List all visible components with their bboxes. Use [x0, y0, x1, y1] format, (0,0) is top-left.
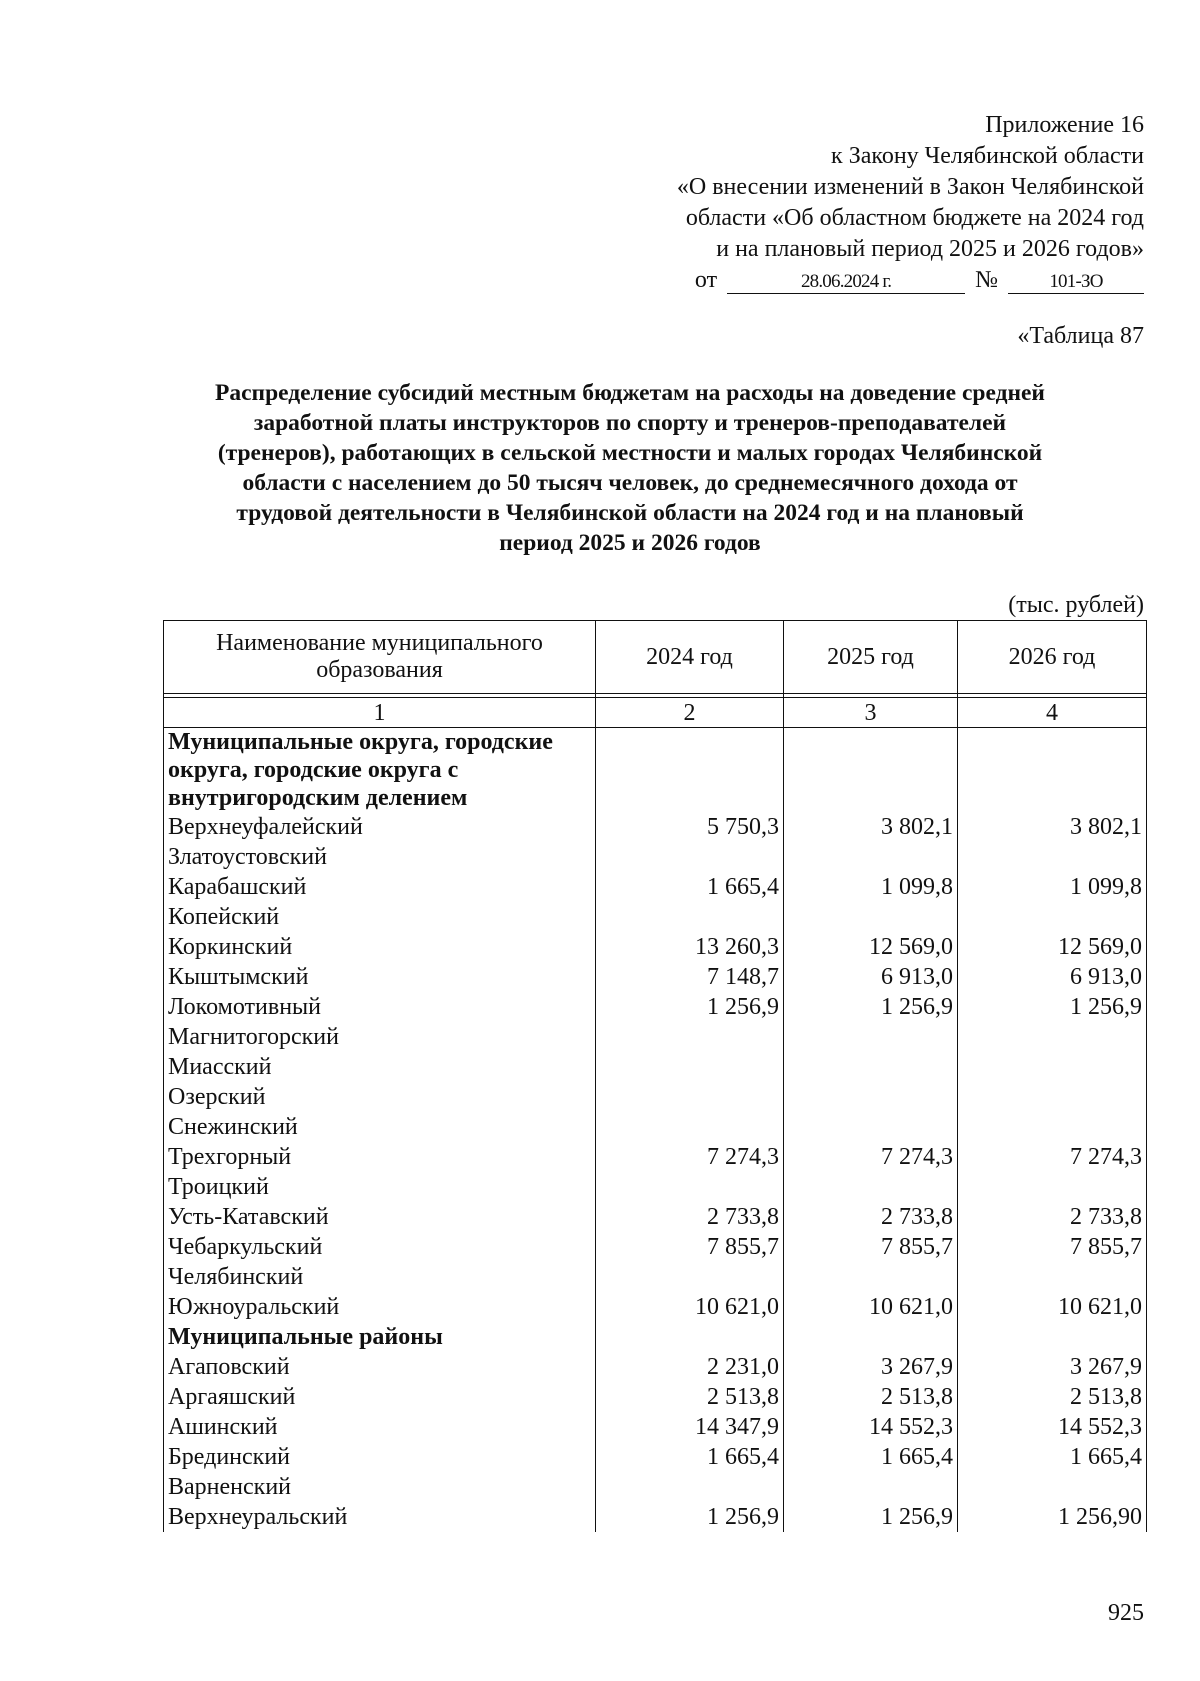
units-label: (тыс. рублей) [1008, 592, 1144, 618]
title-line: Распределение субсидий местным бюджетам на расходы на доведение средней [215, 380, 1045, 406]
column-number: 4 [958, 698, 1147, 728]
table-row [164, 1442, 1147, 1472]
value-2026: 7 274,3 [958, 1142, 1147, 1172]
value-2025: 1 256,9 [784, 992, 958, 1022]
value-2024: 2 513,8 [596, 1382, 784, 1412]
value-2024: 13 260,3 [596, 932, 784, 962]
municipality-name: Кыштымский [164, 962, 596, 992]
value-2024 [596, 1472, 784, 1502]
value-2024: 7 855,7 [596, 1232, 784, 1262]
table-row [164, 1202, 1147, 1232]
municipality-name: Верхнеуральский [164, 1502, 596, 1532]
value-2025 [784, 1112, 958, 1142]
value-2026 [958, 842, 1147, 872]
value-2024: 1 665,4 [596, 1442, 784, 1472]
value-2025: 3 267,9 [784, 1352, 958, 1382]
value-2025 [784, 1172, 958, 1202]
table-row [164, 1142, 1147, 1172]
column-numbers-row [164, 698, 1147, 728]
table-row [164, 902, 1147, 932]
value-2026: 1 256,90 [958, 1502, 1147, 1532]
value-2024: 10 621,0 [596, 1292, 784, 1322]
header-municipality: Наименование муниципального образования [164, 621, 596, 694]
value-2025: 1 256,9 [784, 1502, 958, 1532]
value-2026: 3 802,1 [958, 812, 1147, 842]
value-2024: 2 231,0 [596, 1352, 784, 1382]
date-prefix: от [694, 267, 718, 293]
title-line: заработной платы инструкторов по спорту и тренеров-преподавателей [253, 410, 1007, 436]
appendix-line: Приложение 16 [985, 112, 1144, 138]
value-2025: 14 552,3 [784, 1412, 958, 1442]
value-2026: 10 621,0 [958, 1292, 1147, 1322]
value-2026: 7 855,7 [958, 1232, 1147, 1262]
table-body [164, 728, 1147, 1533]
municipality-name: Озерский [164, 1082, 596, 1112]
municipality-name: Аргаяшский [164, 1382, 596, 1412]
table-row [164, 962, 1147, 992]
appendix-line: «О внесении изменений в Закон Челябинской [676, 174, 1144, 200]
value-2024: 1 665,4 [596, 872, 784, 902]
table-row [164, 1082, 1147, 1112]
municipality-name: Копейский [164, 902, 596, 932]
table-row [164, 1052, 1147, 1082]
value-2025: 7 274,3 [784, 1142, 958, 1172]
municipality-name: Магнитогорский [164, 1022, 596, 1052]
value-2024 [596, 842, 784, 872]
value-2025 [784, 728, 958, 813]
appendix-line: к Закону Челябинской области [831, 143, 1144, 169]
municipality-name: Златоустовский [164, 842, 596, 872]
municipality-name: Локомотивный [164, 992, 596, 1022]
column-number: 3 [784, 698, 958, 728]
municipality-name: Варненский [164, 1472, 596, 1502]
municipality-name: Агаповский [164, 1352, 596, 1382]
value-2026: 1 099,8 [958, 872, 1147, 902]
value-2024 [596, 1022, 784, 1052]
law-date: 28.06.2024 г. [727, 271, 965, 294]
municipality-name: Ашинский [164, 1412, 596, 1442]
value-2025: 1 665,4 [784, 1442, 958, 1472]
value-2025 [784, 902, 958, 932]
value-2025: 12 569,0 [784, 932, 958, 962]
value-2026: 2 733,8 [958, 1202, 1147, 1232]
value-2024 [596, 1082, 784, 1112]
municipality-name: Миасский [164, 1052, 596, 1082]
table-row [164, 1292, 1147, 1322]
municipality-name: Брединский [164, 1442, 596, 1472]
value-2025 [784, 1052, 958, 1082]
law-number: 101-ЗО [1008, 271, 1144, 294]
value-2024 [596, 728, 784, 813]
municipality-name: Карабашский [164, 872, 596, 902]
title-line: области с населением до 50 тысяч человек, до среднемесячного дохода от [242, 470, 1018, 496]
table-row [164, 1172, 1147, 1202]
value-2026: 12 569,0 [958, 932, 1147, 962]
value-2025: 1 099,8 [784, 872, 958, 902]
table-row [164, 1232, 1147, 1262]
document-title [150, 378, 1110, 558]
title-line: трудовой деятельности в Челябинской области на 2024 год и на плановый [236, 500, 1024, 526]
value-2024 [596, 1112, 784, 1142]
municipality-name: Челябинский [164, 1262, 596, 1292]
municipality-name: Муниципальные округа, городские округа, городские округа с внутригородским делением [164, 728, 596, 813]
table-group-row [164, 728, 1147, 813]
value-2024: 5 750,3 [596, 812, 784, 842]
value-2025 [784, 1262, 958, 1292]
table-row [164, 812, 1147, 842]
header-2024: 2024 год [596, 621, 784, 694]
value-2026 [958, 1322, 1147, 1352]
municipality-name: Верхнеуфалейский [164, 812, 596, 842]
value-2026: 14 552,3 [958, 1412, 1147, 1442]
column-number: 1 [164, 698, 596, 728]
value-2025: 7 855,7 [784, 1232, 958, 1262]
municipality-name: Троицкий [164, 1172, 596, 1202]
value-2025 [784, 1472, 958, 1502]
value-2024: 7 148,7 [596, 962, 784, 992]
value-2025: 6 913,0 [784, 962, 958, 992]
value-2025 [784, 1022, 958, 1052]
value-2026: 3 267,9 [958, 1352, 1147, 1382]
value-2025: 3 802,1 [784, 812, 958, 842]
subsidy-table [163, 620, 1147, 1532]
value-2025 [784, 842, 958, 872]
value-2025 [784, 1322, 958, 1352]
value-2026: 6 913,0 [958, 962, 1147, 992]
law-date-line [524, 265, 1144, 296]
value-2026 [958, 1112, 1147, 1142]
value-2026 [958, 1472, 1147, 1502]
value-2026: 1 256,9 [958, 992, 1147, 1022]
table-row [164, 1022, 1147, 1052]
value-2024 [596, 1052, 784, 1082]
table-row [164, 992, 1147, 1022]
value-2026: 1 665,4 [958, 1442, 1147, 1472]
header-2026: 2026 год [958, 621, 1147, 694]
table-row [164, 1262, 1147, 1292]
table-row [164, 1112, 1147, 1142]
value-2026: 2 513,8 [958, 1382, 1147, 1412]
table-row [164, 872, 1147, 902]
number-prefix: № [975, 267, 998, 293]
value-2026 [958, 902, 1147, 932]
value-2026 [958, 1022, 1147, 1052]
table-row [164, 1472, 1147, 1502]
table-row [164, 932, 1147, 962]
value-2026 [958, 1262, 1147, 1292]
header-2025: 2025 год [784, 621, 958, 694]
municipality-name: Коркинский [164, 932, 596, 962]
value-2024: 14 347,9 [596, 1412, 784, 1442]
municipality-name: Муниципальные районы [164, 1322, 596, 1352]
value-2024: 2 733,8 [596, 1202, 784, 1232]
municipality-name: Трехгорный [164, 1142, 596, 1172]
value-2024 [596, 1322, 784, 1352]
value-2026 [958, 1082, 1147, 1112]
appendix-line: и на плановый период 2025 и 2026 годов» [716, 236, 1144, 262]
table-row [164, 1412, 1147, 1442]
table-header-row [164, 621, 1147, 694]
value-2024 [596, 1262, 784, 1292]
title-line: (тренеров), работающих в сельской местности и малых городах Челябинской [217, 440, 1043, 466]
value-2025: 2 513,8 [784, 1382, 958, 1412]
appendix-line: области «Об областном бюджете на 2024 год [685, 205, 1144, 231]
value-2024 [596, 1172, 784, 1202]
value-2026 [958, 728, 1147, 813]
municipality-name: Снежинский [164, 1112, 596, 1142]
municipality-name: Усть-Катавский [164, 1202, 596, 1232]
column-number: 2 [596, 698, 784, 728]
appendix-header [524, 110, 1144, 296]
value-2025: 2 733,8 [784, 1202, 958, 1232]
municipality-name: Южноуральский [164, 1292, 596, 1322]
table-group-row [164, 1322, 1147, 1352]
value-2024 [596, 902, 784, 932]
value-2026 [958, 1052, 1147, 1082]
table-row [164, 842, 1147, 872]
title-line: период 2025 и 2026 годов [499, 530, 761, 556]
table-row [164, 1502, 1147, 1532]
value-2024: 7 274,3 [596, 1142, 784, 1172]
value-2024: 1 256,9 [596, 992, 784, 1022]
value-2025 [784, 1082, 958, 1112]
value-2026 [958, 1172, 1147, 1202]
municipality-name: Чебаркульский [164, 1232, 596, 1262]
table-row [164, 1382, 1147, 1412]
page-number: 925 [1108, 1600, 1144, 1626]
table-row [164, 1352, 1147, 1382]
table-label: «Таблица 87 [1017, 323, 1144, 349]
value-2025: 10 621,0 [784, 1292, 958, 1322]
value-2024: 1 256,9 [596, 1502, 784, 1532]
